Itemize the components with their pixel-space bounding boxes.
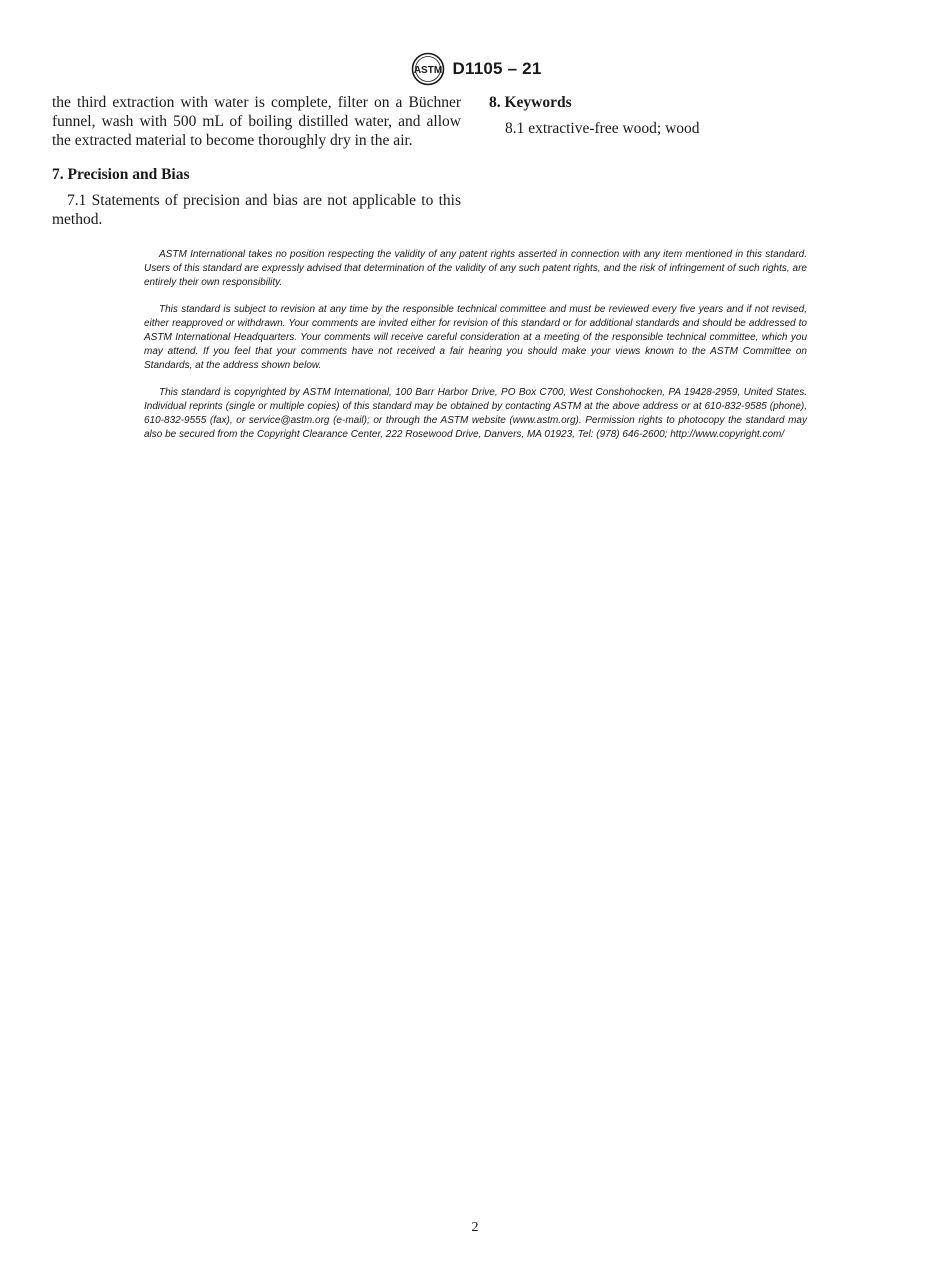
svg-text:ASTM: ASTM: [413, 65, 442, 76]
section-8-1-paragraph: 8.1 extractive-free wood; wood: [505, 120, 700, 137]
page-number: 2: [471, 1220, 479, 1235]
section-7-heading: 7. Precision and Bias: [52, 166, 190, 183]
revision-notice: This standard is subject to revision at any time by the responsible technical committee and must be reviewed every five years and if not revised, either reapproved or withdrawn. Your comments are invited either for revision of this standard or for additional standards and should be addressed to ASTM International Headquarters. Your comments will receive careful consideration at a meeting of the responsible technical committee, which you may attend. If you feel that your comments have not received a fair hearing you should make your views known to the ASTM Committee on Standards, at the address shown below.: [144, 304, 807, 371]
page-header: [0, 52, 950, 86]
section-8-heading: 8. Keywords: [489, 94, 572, 111]
legal-notices: [144, 248, 807, 455]
right-column: [489, 93, 898, 138]
document-designation: D1105 – 21: [452, 59, 542, 78]
section-7-1-paragraph: 7.1 Statements of precision and bias are not applicable to this method.: [52, 192, 461, 228]
patent-notice: ASTM International takes no position respecting the validity of any patent rights asserted in connection with any item mentioned in this standard. Users of this standard are expressly advised that determination of the validity of any such patent rights, and the risk of infringement of such rights, are entirely their own responsibility.: [144, 249, 807, 288]
left-column: [52, 93, 461, 229]
copyright-notice: This standard is copyrighted by ASTM International, 100 Barr Harbor Drive, PO Box C700, West Conshohocken, PA 19428-2959, United States. Individual reprints (single or multiple copies) of this standard may be obtained by contacting ASTM at the above address or at 610-832-9585 (phone), 610-832-9555 (fax), or service@astm.org (e-mail); or through the ASTM website (www.astm.org). Permission rights to photocopy the standard may also be secured from the Copyright Clearance Center, 222 Rosewood Drive, Danvers, MA 01923, Tel: (978) 646-2600; http://www.copyright.com/: [144, 387, 807, 440]
astm-logo-icon: [409, 52, 447, 86]
continuation-paragraph: the third extraction with water is complete, filter on a Büchner funnel, wash with 500 mL of boiling distilled water, and allow the extracted material to become thoroughly dry in the air.: [52, 94, 461, 149]
